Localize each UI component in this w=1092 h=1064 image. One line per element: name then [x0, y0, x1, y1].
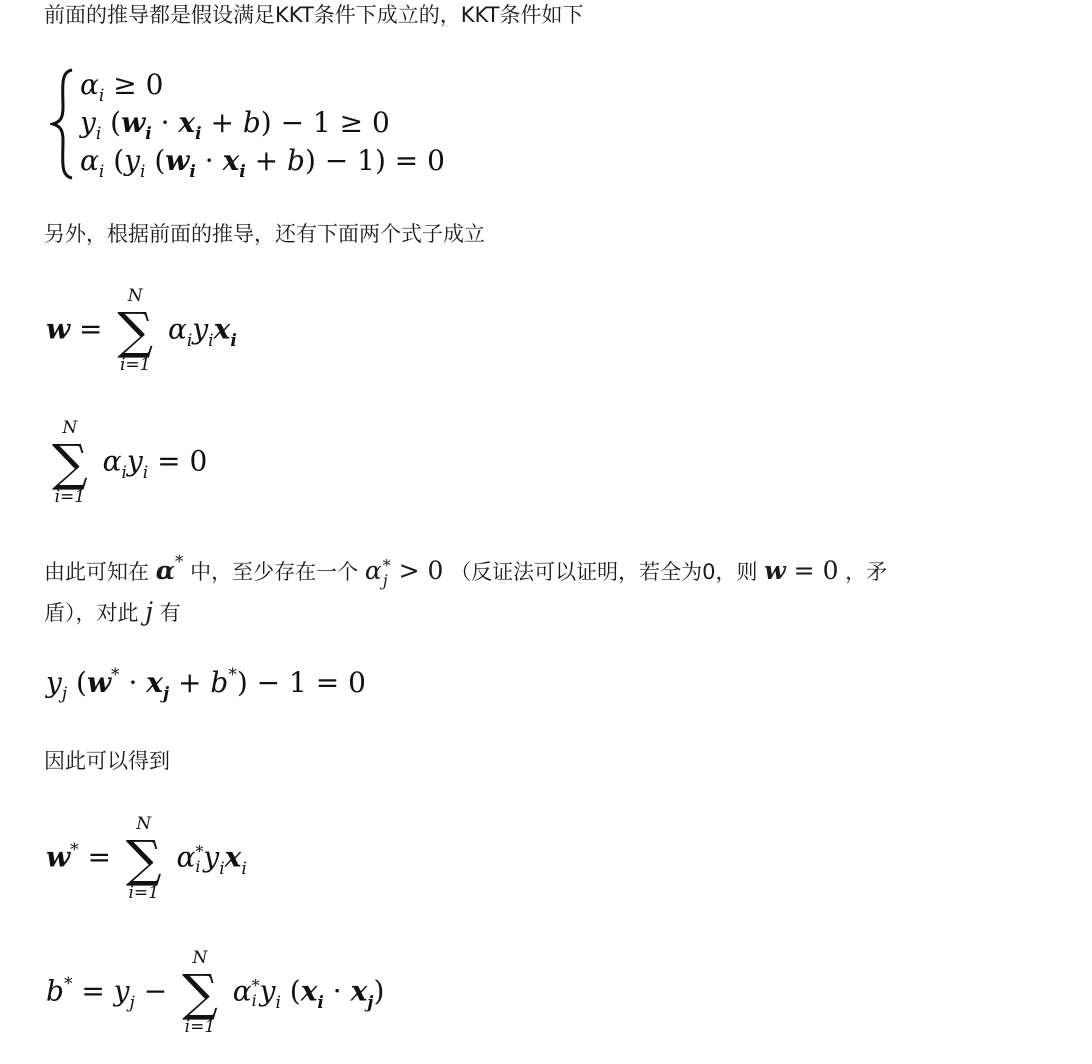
w-star-equation: w* = N ∑ i=1 α * i $y_ix_i$ — [46, 814, 247, 903]
support-vector-equation: $y_j$ $(w^* \cdot x_j + b^*) - 1 = 0$ — [46, 665, 366, 704]
summation-icon: N ∑ i=1 — [117, 286, 154, 375]
kkt-eq-3: $\alpha_i$ ($y_i$ $(w_i \cdot x_i + b) - 1) = 0$ — [80, 144, 445, 182]
b-star-equation: $b^* = y_j$ − N ∑ i=1 α * i $y_i$ $(x_i \cdot x_j)$ — [46, 948, 385, 1037]
inline-alpha-star: α* — [155, 552, 184, 585]
inline-w-zero: w = 0 — [764, 556, 839, 585]
kkt-eq-2: $y_i$ $(w_i \cdot x_i + b) - 1 \ge 0$ — [80, 106, 390, 144]
alpha-y-sum-equation: N ∑ i=1 $\alpha_iy_i = 0$ — [52, 418, 208, 507]
summation-icon: N ∑ i=1 — [182, 948, 218, 1037]
intro-paragraph: 前面的推导都是假设满足KKT条件下成立的，KKT条件如下 — [44, 3, 584, 27]
summation-icon: N ∑ i=1 — [52, 418, 88, 507]
w-sum-equation: w = N ∑ i=1 $\alpha_iy_ix_i$ — [46, 286, 237, 375]
fourth-paragraph: 因此可以得到 — [44, 749, 170, 773]
third-paragraph: 由此可知在 α* 中，至少存在一个 α * j > 0 （反证法可以证明，若全为0，则 w = 0 ，矛 盾），对此 j 有 — [44, 552, 888, 626]
kkt-eq-1: $\alpha_i \ge 0$ — [80, 68, 164, 106]
left-brace-icon — [50, 68, 76, 180]
summation-icon: N ∑ i=1 — [125, 814, 162, 903]
second-paragraph: 另外，根据前面的推导，还有下面两个式子成立 — [44, 222, 485, 246]
inline-j: j — [145, 597, 153, 626]
inline-alpha-j-star: α * j > 0 — [364, 555, 444, 590]
